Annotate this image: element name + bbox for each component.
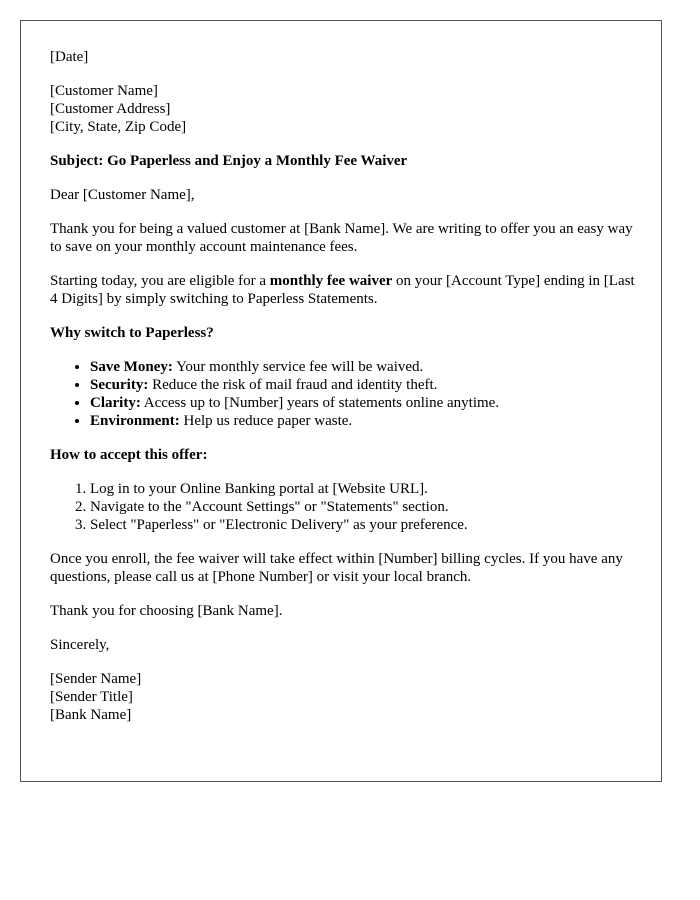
steps-list: [50, 480, 640, 534]
letter-date: [Date]: [50, 49, 89, 65]
letter-page: [20, 20, 662, 782]
benefit-label: Security:: [90, 377, 149, 393]
step-item: 2. Navigate to the "Account Settings" or "Statements" section.: [90, 498, 640, 516]
sender-signature-block: [50, 670, 640, 724]
benefit-item: [90, 412, 640, 430]
benefit-text: Access up to [Number] years of statements online anytime.: [140, 395, 500, 411]
benefit-text: Help us reduce paper waste.: [179, 413, 353, 429]
recipient-city-state-zip: [City, State, Zip Code]: [50, 119, 187, 135]
eligibility-emphasis: monthly fee waiver: [269, 273, 393, 289]
step-item: 3. Select "Paperless" or "Electronic Delivery" as your preference.: [90, 516, 640, 534]
eligibility-text-after: on your [Account Type] ending in [Last 4 Digits] by simply switching to Paperless Statements.: [50, 273, 635, 307]
how-to-accept-heading: How to accept this offer:: [50, 447, 208, 463]
benefit-item: [90, 394, 640, 412]
recipient-address: [Customer Address]: [50, 101, 171, 117]
benefit-label: Save Money:: [90, 359, 173, 375]
step-item: 1. Log in to your Online Banking portal at [Website URL].: [90, 480, 640, 498]
sender-title: [Sender Title]: [50, 689, 133, 705]
why-switch-heading: Why switch to Paperless?: [50, 325, 214, 341]
thanks-line: Thank you for choosing [Bank Name].: [50, 603, 283, 619]
recipient-name: [Customer Name]: [50, 83, 158, 99]
recipient-address-block: [50, 82, 640, 136]
eligibility-paragraph: [50, 272, 640, 308]
sender-name: [Sender Name]: [50, 671, 142, 687]
benefit-item: [90, 358, 640, 376]
closing-info-paragraph: Once you enroll, the fee waiver will take effect within [Number] billing cycles. If you have any questions, please call us at [Phone Number] or visit your local branch.: [50, 551, 623, 585]
benefit-item: [90, 376, 640, 394]
eligibility-text-before: Starting today, you are eligible for a: [50, 273, 270, 289]
benefit-text: Reduce the risk of mail fraud and identity theft.: [148, 377, 438, 393]
benefits-list: [50, 358, 640, 430]
letter-subject: Subject: Go Paperless and Enjoy a Monthly Fee Waiver: [50, 153, 408, 169]
signoff: Sincerely,: [50, 637, 110, 653]
letter-content: [50, 48, 640, 740]
salutation: Dear [Customer Name],: [50, 187, 195, 203]
benefit-text: Your monthly service fee will be waived.: [172, 359, 424, 375]
benefit-label: Environment:: [90, 413, 180, 429]
intro-paragraph: Thank you for being a valued customer at [Bank Name]. We are writing to offer you an easy way to save on your monthly account maintenance fees.: [50, 221, 633, 255]
sender-bank: [Bank Name]: [50, 707, 132, 723]
benefit-label: Clarity:: [90, 395, 141, 411]
